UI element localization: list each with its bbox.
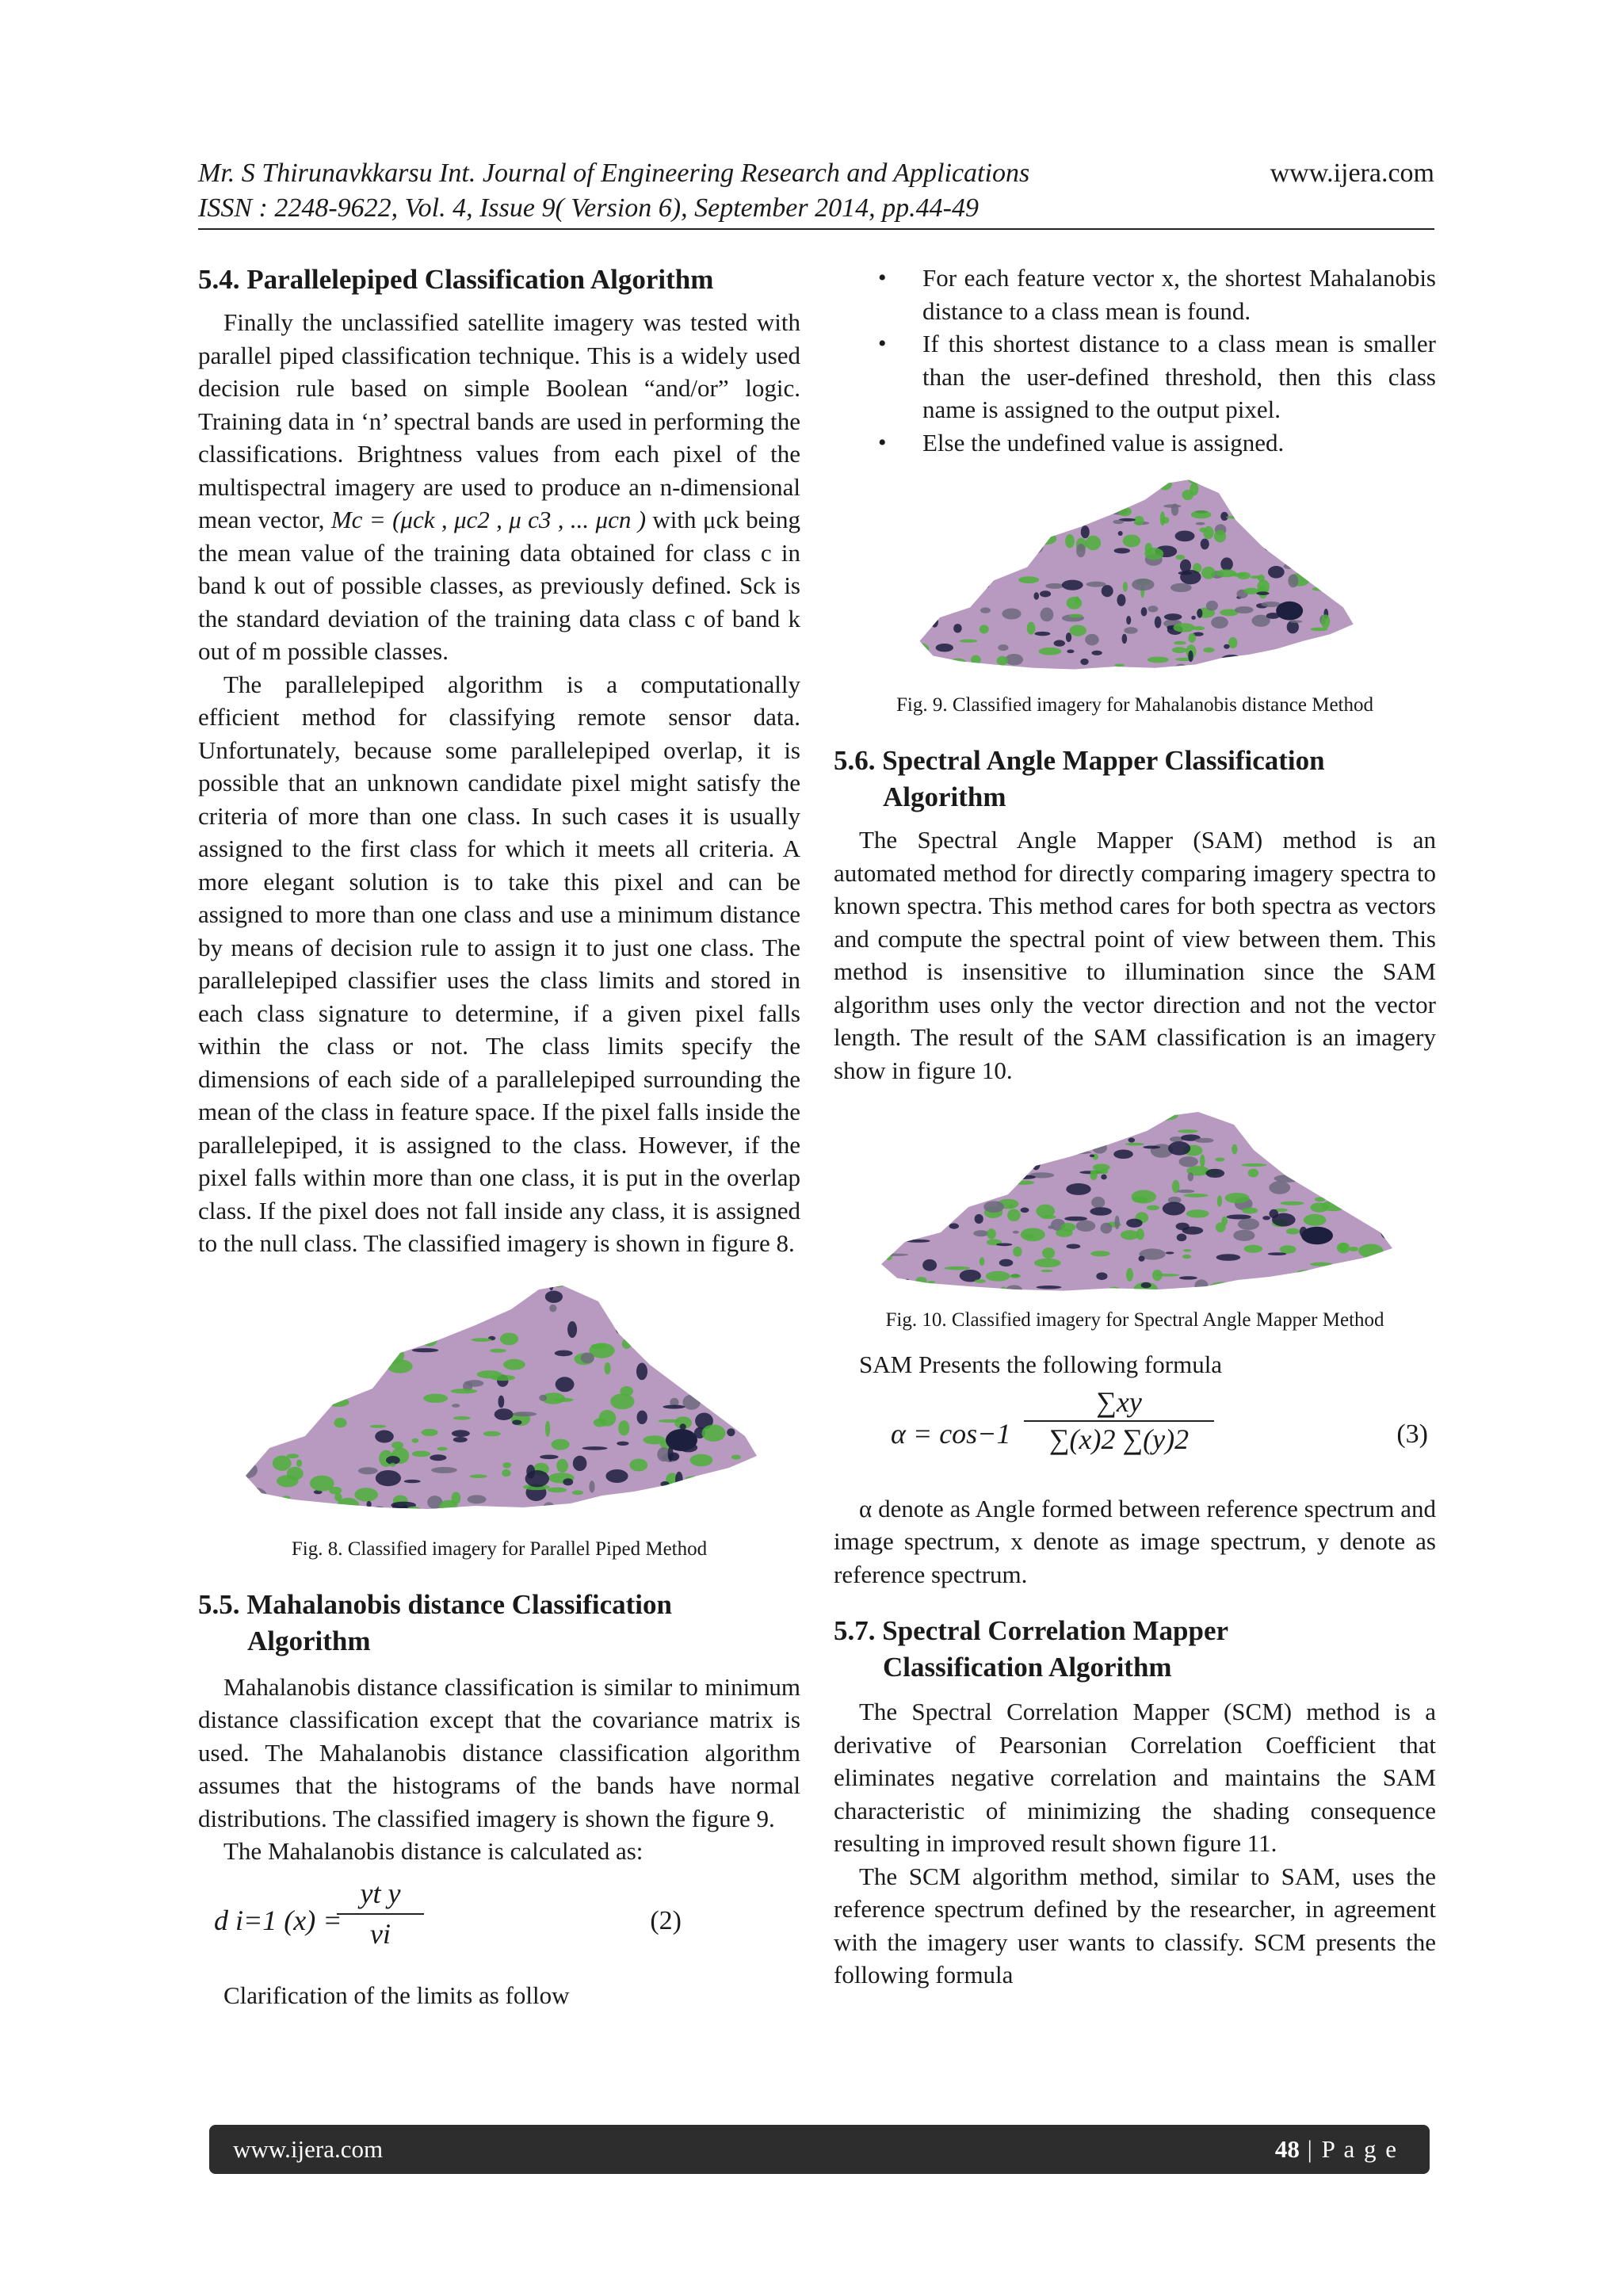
equation-2-lhs: d i=1 (x) = (214, 1904, 342, 1936)
footer-site[interactable]: www.ijera.com (233, 2135, 384, 2163)
figure-10-caption: Fig. 10. Classified imagery for Spectral Angle Mapper Method (885, 1309, 1384, 1331)
section-5-5-paragraph-3: Clarification of the limits as follow (223, 1981, 570, 2009)
classified-map-image (873, 1106, 1396, 1296)
section-5-6-paragraph-1: The Spectral Angle Mapper (SAM) method is an automated method for directly comparing imagery spectra to known spectra. This method cares for both spectra as vectors and compute the spectral point of view between them. This method is insensitive to illumination since the SAM algorithm uses only the vector direction and not the vector length. The result of the SAM classification is an imagery show in figure 10. (834, 826, 1436, 1084)
left-column (198, 262, 800, 2011)
journal-site[interactable]: www.ijera.com (1270, 159, 1434, 188)
list-item: • For each feature vector x, the shortest Mahalanobis distance to a class mean is found. (922, 262, 1436, 327)
page-footer (209, 2125, 1430, 2174)
section-5-4-paragraph-1: Finally the unclassified satellite imagery was tested with parallel piped classification technique. This is a widely used decision rule based on simple Boolean “and/or” logic. Training data in ‘n’ spectral bands are used in performing the classifications. Brightness values from each pixel of the multispectral imagery are used to produce an n-dimensional mean vector, Mc = (μck , μc2 , μ c3 , ... μcn ) with μck being the mean value of the training data obtained for class c in band k out of possible classes, as previously defined. Sck is the standard deviation of the training data class c of band k out of m possible classes. (198, 308, 801, 665)
equation-3 (834, 1386, 1436, 1484)
section-5-5-heading: 5.5. Mahalanobis distance Classification Algorithm (198, 1588, 672, 1656)
section-5-4-heading: 5.4. Parallelepiped Classification Algorithm (198, 264, 714, 295)
equation-2 (198, 1878, 800, 1973)
issn-line: ISSN : 2248-9622, Vol. 4, Issue 9( Version 6), September 2014, pp.44-49 (198, 193, 979, 223)
figure-9-caption: Fig. 9. Classified imagery for Mahalanobis distance Method (896, 694, 1373, 716)
section-5-5-paragraph-1: Mahalanobis distance classification is similar to minimum distance classification except that the covariance matrix is used. The Mahalanobis distance classification algorithm assumes that the histograms of the bands have normal distributions. The classified imagery is shown the figure 9. (198, 1672, 800, 1832)
section-5-7-paragraph-2: The SCM algorithm method, similar to SAM, uses the reference spectrum defined by the researcher, in agreement with the imagery user wants to classify. SCM presents the following formula (834, 1862, 1436, 1988)
section-5-7-paragraph-1: The Spectral Correlation Mapper (SCM) method is a derivative of Pearsonian Correlation Coefficient that eliminates negative correlation and maintains the SAM characteristic of minimizing the shading consequence resulting in improved result shown figure 11. (834, 1698, 1436, 1857)
section-5-4-paragraph-2: The parallelepiped algorithm is a computationally efficient method for classifying remote sensor data. Unfortunately, because some parallelepiped overlap, it is possible that an unknown candidate pixel might satisfy the criteria of more than one class. In such cases it is usually assigned to the first class for which it meets all criteria. A more elegant solution is to take this pixel and can be assigned to more than one class and use a minimum distance by means of decision rule to assign it to just one class. The parallelepiped classifier uses the class limits and stored in each class signature to determine, if a given pixel falls within the class or not. The class limits specify the dimensions of each side of a parallelepiped surrounding the mean of the class in feature space. If the pixel falls inside the parallelepiped, it is assigned to the class. However, if the pixel falls within more than one class, it is put in the overlap class. If the pixel does not fall inside any class, it is assigned to the null class. The classified imagery is shown in figure 8. (198, 670, 800, 1257)
list-item: • If this shortest distance to a class mean is smaller than the user-defined threshold, then this class name is assigned to the output pixel. (922, 327, 1436, 426)
section-5-6-heading: 5.6. Spectral Angle Mapper Classification Algorithm (834, 745, 1325, 812)
classified-map-image (238, 1278, 761, 1515)
figure-9 (834, 467, 1436, 719)
equation-2-number: (2) (650, 1905, 682, 1935)
equation-3-fraction: $\frac{\sum xy}{\sum(x)2 \sum(y)2}$ (1024, 1386, 1214, 1457)
running-header (198, 155, 1434, 192)
page-number: 48 | P a g e (1274, 2135, 1398, 2163)
equation-3-lhs: α = cos−1 (891, 1417, 1011, 1450)
mean-vector: Mc = (μck , μc2 , μ c3 , ... μcn ) (330, 506, 647, 533)
section-5-6-paragraph-3: α denote as Angle formed between reference spectrum and image spectrum, x denote as image spectrum, y denote as reference spectrum. (834, 1494, 1436, 1588)
section-5-5-paragraph-2: The Mahalanobis distance is calculated as: (223, 1837, 643, 1865)
right-column (834, 262, 1436, 1992)
journal-line: Mr. S Thirunavkkarsu Int. Journal of Engineering Research and Applications (198, 159, 1030, 188)
figure-8 (198, 1278, 800, 1563)
figure-10 (834, 1106, 1436, 1334)
figure-8-caption: Fig. 8. Classified imagery for Parallel Piped Method (291, 1538, 708, 1560)
list-item: • Else the undefined value is assigned. (922, 426, 1436, 460)
section-5-6-paragraph-2: SAM Presents the following formula (859, 1350, 1223, 1378)
equation-2-fraction: $\frac{\text{yt y}}{vi}$ (337, 1878, 424, 1951)
header-rule (198, 228, 1434, 230)
classified-map-image (913, 467, 1357, 681)
equation-3-number: (3) (1396, 1419, 1428, 1449)
limits-list (834, 262, 1436, 459)
section-5-7-heading: 5.7. Spectral Correlation Mapper Classification Algorithm (834, 1615, 1229, 1683)
